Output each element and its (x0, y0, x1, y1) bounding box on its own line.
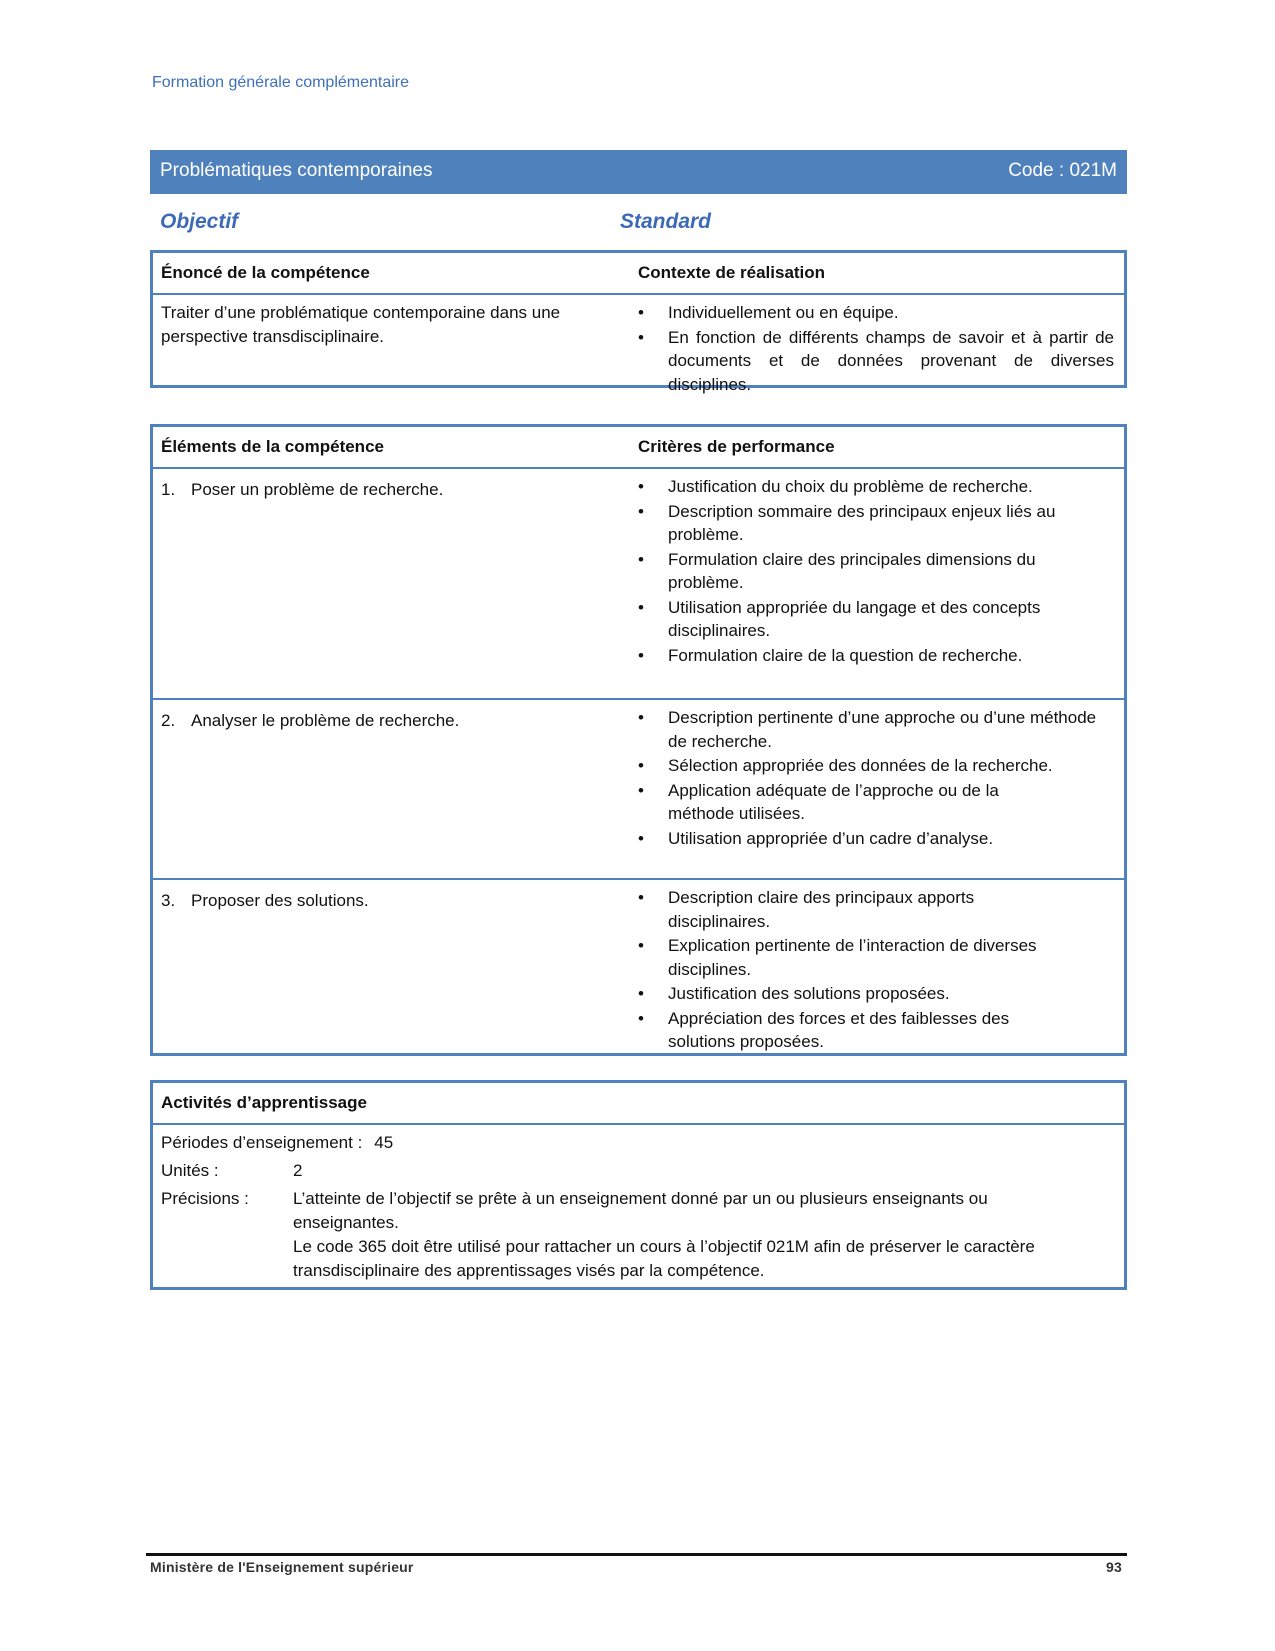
title-bar (150, 150, 1127, 194)
list-item: • Formulation claire de la question de recherche. (638, 644, 1068, 668)
list-item: • Sélection appropriée des données de la recherche. (638, 754, 1058, 778)
running-head: Formation générale complémentaire (152, 74, 410, 91)
objective-label: Objectif (160, 210, 239, 233)
list-item: • Explication pertinente de l’interaction de diverses disciplines. (638, 934, 1058, 981)
periods-line (161, 1131, 1116, 1155)
competence-header: Énoncé de la compétence (161, 263, 370, 282)
list-item: • Utilisation appropriée d’un cadre d’analyse. (638, 827, 1098, 851)
elements-header: Éléments de la compétence (161, 437, 384, 456)
activities-box-header (153, 1083, 1124, 1125)
list-item: • Appréciation des forces et des faiblesses des solutions proposées. (638, 1007, 1078, 1054)
objective-labels (160, 210, 1120, 238)
element-label: Poser un problème de recherche. (191, 480, 444, 499)
footer-rule (146, 1553, 1127, 1556)
competence-box-header (153, 253, 1124, 295)
competence-row (153, 295, 1124, 397)
course-code: Code : 021M (1008, 160, 1117, 181)
criteria-header: Critères de performance (638, 437, 835, 456)
activities-box (150, 1080, 1127, 1290)
list-item: • Justification des solutions proposées. (638, 982, 1078, 1006)
context-list (638, 301, 1114, 396)
list-item: • Description pertinente d’une approche ou d’une méthode de recherche. (638, 706, 1098, 753)
elements-box-header (153, 427, 1124, 469)
competence-box (150, 250, 1127, 394)
element-label: Proposer des solutions. (191, 891, 369, 910)
list-item: • Description sommaire des principaux enjeux liés au problème. (638, 500, 1068, 547)
units-label: Unités : (161, 1161, 219, 1180)
element-row (153, 878, 1124, 1056)
element-label: Analyser le problème de recherche. (191, 711, 460, 730)
element-number: 2. (161, 711, 176, 730)
element-row (153, 698, 1124, 878)
units-line (161, 1159, 1116, 1183)
element-number: 1. (161, 480, 176, 499)
activities-details (153, 1125, 1124, 1291)
criteria-list (638, 475, 1068, 667)
precisions-label: Précisions : (161, 1189, 249, 1208)
criteria-list (638, 886, 1078, 1054)
standard-label: Standard (620, 210, 712, 233)
periods-value: 45 (374, 1133, 394, 1152)
element-row (153, 469, 1124, 698)
precision-text: Le code 365 doit être utilisé pour rattacher un cours à l’objectif 021M afin de préserver le caractère transdisciplinaire des apprentissages visés par la compétence. (293, 1237, 1035, 1280)
periods-label: Périodes d’enseignement : (161, 1133, 363, 1152)
elements-box (150, 424, 1127, 1056)
course-title: Problématiques contemporaines (160, 160, 433, 181)
criteria-list (638, 706, 1098, 850)
activities-header: Activités d’apprentissage (161, 1093, 367, 1112)
list-item: • En fonction de différents champs de savoir et à partir de documents et de données provenant de diverses disciplines. (638, 326, 1114, 397)
element-number: 3. (161, 891, 176, 910)
units-value: 2 (293, 1161, 303, 1180)
list-item: • Individuellement ou en équipe. (638, 301, 1114, 325)
context-header: Contexte de réalisation (638, 263, 826, 282)
precisions-line (161, 1187, 1116, 1283)
list-item: • Justification du choix du problème de recherche. (638, 475, 1068, 499)
competence-statement: Traiter d’une problématique contemporaine dans une perspective transdisciplinaire. (161, 303, 561, 346)
list-item: • Description claire des principaux apports disciplinaires. (638, 886, 1048, 933)
footer (150, 1559, 1122, 1575)
precision-text: L’atteinte de l’objectif se prête à un enseignement donné par un ou plusieurs enseignants ou enseignantes. (293, 1189, 988, 1232)
footer-ministry: Ministère de l'Enseignement supérieur (150, 1559, 414, 1575)
list-item: • Formulation claire des principales dimensions du problème. (638, 548, 1068, 595)
page-number: 93 (1106, 1559, 1122, 1575)
list-item: • Utilisation appropriée du langage et des concepts disciplinaires. (638, 596, 1068, 643)
list-item: • Application adéquate de l’approche ou de la méthode utilisées. (638, 779, 1068, 826)
